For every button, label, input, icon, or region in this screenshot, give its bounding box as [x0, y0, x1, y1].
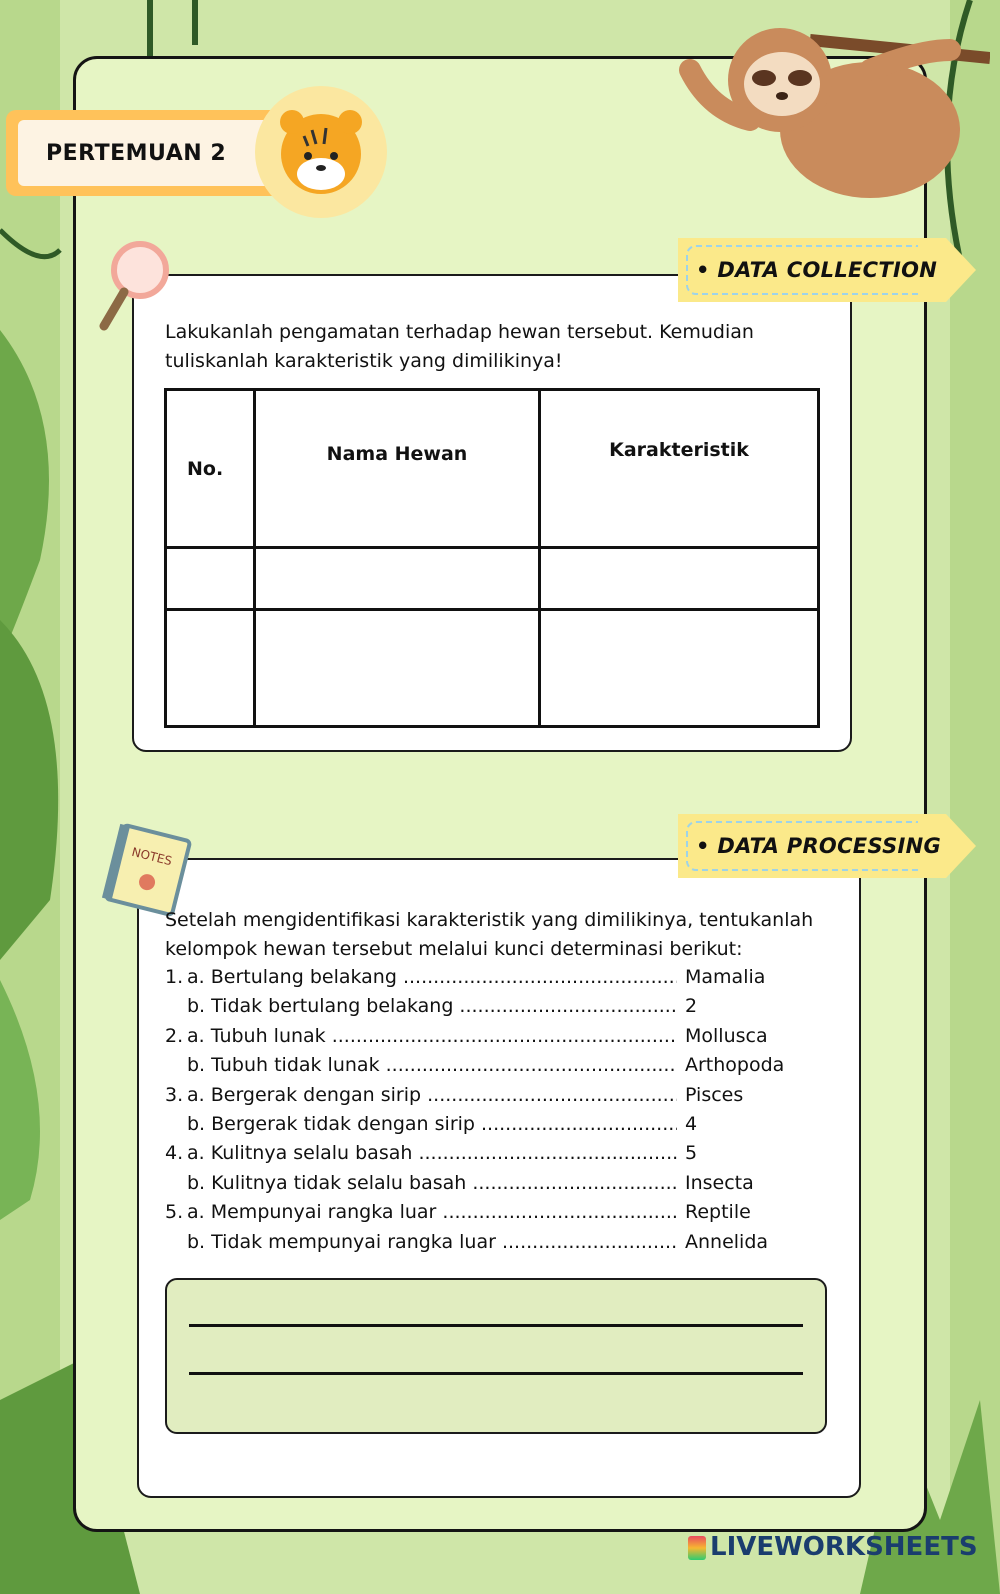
key-row: 1. a. Bertulang belakang ..... Mamalia: [165, 966, 815, 995]
key-row: b. Tidak bertulang belakang ..... 2: [165, 995, 815, 1024]
key-row: 3. a. Bergerak dengan sirip ..... Pisces: [165, 1084, 815, 1113]
answer-line[interactable]: [189, 1372, 803, 1375]
key-row: b. Kulitnya tidak selalu basah ..... Insecta: [165, 1172, 815, 1201]
liveworksheets-icon: [688, 1536, 706, 1560]
answer-box[interactable]: [165, 1278, 827, 1434]
notes-label: NOTES: [130, 844, 174, 869]
collection-instruction: Lakukanlah pengamatan terhadap hewan tersebut. Kemudian tuliskanlah karakteristik yang dimilikinya!: [165, 321, 754, 372]
key-row: 2. a. Tubuh lunak ..... Mollusca: [165, 1025, 815, 1054]
table-cell[interactable]: [540, 548, 819, 610]
table-cell[interactable]: [540, 610, 819, 727]
data-processing-ribbon: • DATA PROCESSING: [678, 814, 946, 878]
page-title: PERTEMUAN 2: [46, 140, 227, 166]
header-tag: [6, 110, 288, 196]
observation-table: [164, 388, 820, 728]
data-processing-label: DATA PROCESSING: [717, 834, 942, 858]
key-row: 5. a. Mempunyai rangka luar ..... Reptile: [165, 1201, 815, 1230]
header-no: No.: [166, 390, 255, 548]
processing-instruction: Setelah mengidentifikasi karakteristik yang dimilikinya, tentukanlah kelompok hewan tersebut melalui kunci determinasi berikut:: [165, 909, 814, 960]
data-collection-label: DATA COLLECTION: [717, 258, 938, 282]
key-row: b. Bergerak tidak dengan sirip ..... 4: [165, 1113, 815, 1142]
table-cell[interactable]: [255, 610, 540, 727]
table-cell[interactable]: [166, 548, 255, 610]
header-nama-hewan: Nama Hewan: [255, 390, 540, 548]
liveworksheets-logo[interactable]: LIVEWORKSHEETS: [688, 1532, 978, 1562]
magnifier-icon: [98, 238, 170, 334]
key-row: b. Tubuh tidak lunak ..... Arthopoda: [165, 1054, 815, 1083]
header-karakteristik: Karakteristik: [540, 390, 819, 548]
sloth-icon: [670, 10, 990, 220]
tiger-icon: [250, 82, 392, 222]
table-cell[interactable]: [255, 548, 540, 610]
key-row: 4. a. Kulitnya selalu basah ..... 5: [165, 1142, 815, 1171]
determination-key: [165, 966, 815, 1260]
data-collection-ribbon: • DATA COLLECTION: [678, 238, 946, 302]
key-row: b. Tidak mempunyai rangka luar ..... Annelida: [165, 1231, 815, 1260]
answer-line[interactable]: [189, 1324, 803, 1327]
notes-book-icon: [100, 822, 196, 918]
table-cell[interactable]: [166, 610, 255, 727]
